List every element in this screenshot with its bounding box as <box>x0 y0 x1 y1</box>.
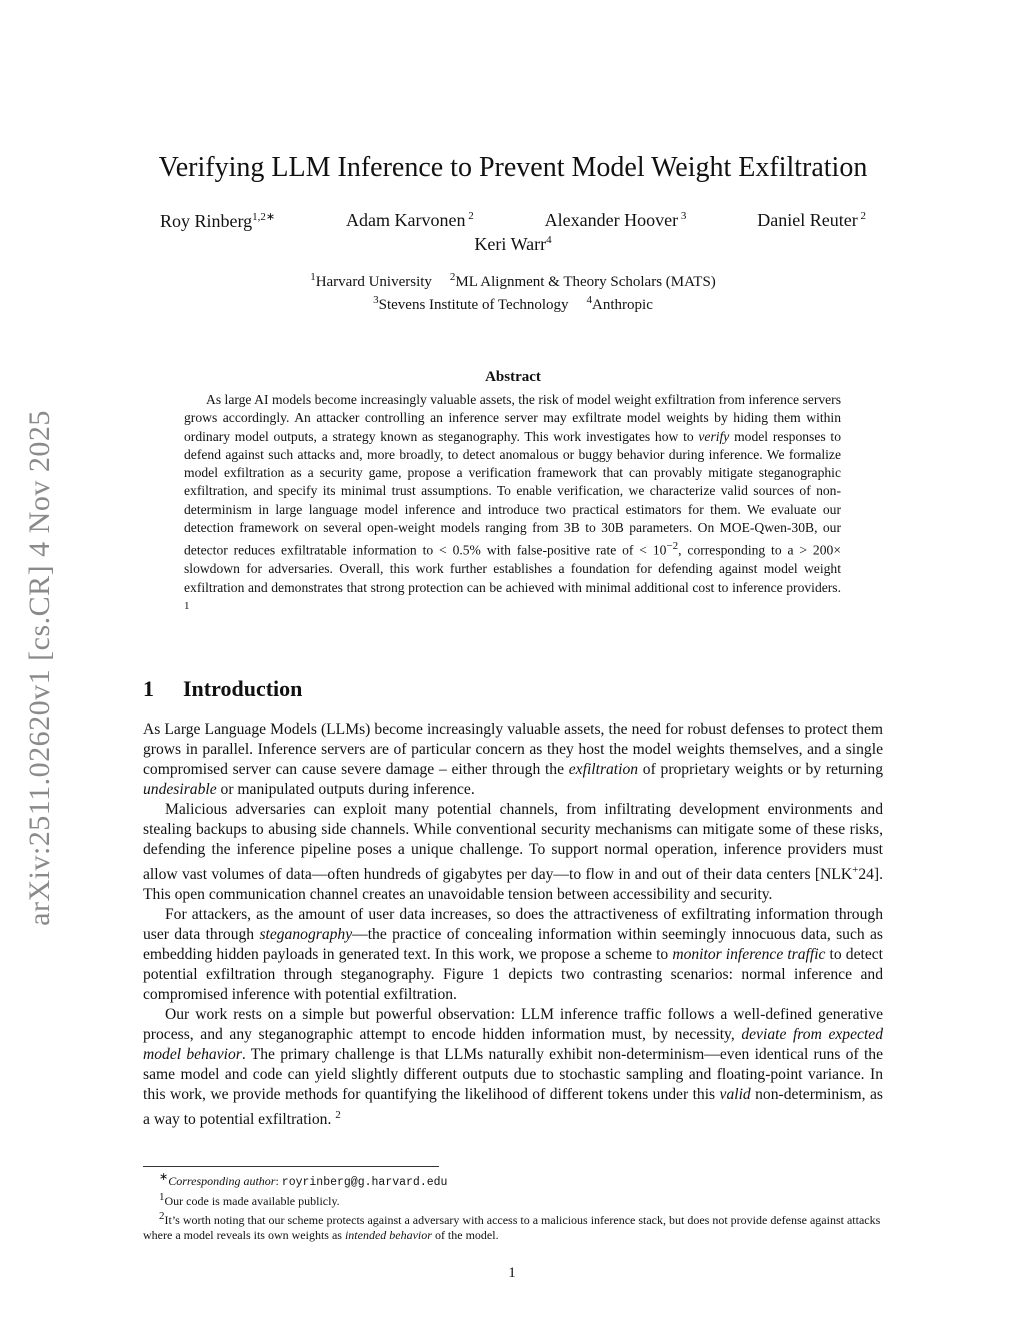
arxiv-identifier <box>10 375 70 960</box>
email-link[interactable]: royrinberg@g.harvard.edu <box>281 1176 448 1189</box>
author: Alexander Hoover $^3$ <box>544 210 687 230</box>
author: Adam Karvonen $^2$ <box>346 210 474 230</box>
affiliation: ML Alignment & Theory Scholars (MATS) <box>455 274 716 290</box>
page-number: 1 <box>508 1265 516 1281</box>
author: Daniel Reuter $^2$ <box>757 210 866 230</box>
footnotes <box>143 1170 883 1243</box>
introduction-body <box>143 720 883 1130</box>
paper-title: Verifying LLM Inference to Prevent Model Weight Exfiltration <box>158 152 868 183</box>
paragraph: Malicious adversaries can exploit many potential channels, from infiltrating development environments and stealing backups to abusing side channels. While conventional security mechanisms can mitigate some of these risks, defending the inference pipeline poses a unique challenge. To support normal operation, inference providers must allow vast volumes of data—often hundreds of gigabytes per day—to flow in and out of their data centers [NLK+24]. This open communication channel creates an unavoidable tension between accessibility and security. <box>143 801 883 904</box>
author: Keri Warr$^4$ <box>474 234 552 254</box>
author-list <box>143 210 883 255</box>
abstract-body: As large AI models become increasingly valuable assets, the risk of model weight exfiltration from inference servers grows accordingly. An attacker controlling an inference server may exfiltrate model weights by hiding them within ordinary model outputs, a strategy known as steganography. This work investigates how to verify model responses to defend against such attacks and, more broadly, to detect anomalous or buggy behavior during inference. We formalize model exfiltration as a security game, propose a verification framework that can provably mitigate steganographic exfiltration, and specify its minimal trust assumptions. To enable verification, we characterize valid sources of non-determinism in large language model inference and introduce two practical estimators for them. We evaluate our detection framework on several open-weight models ranging from 3B to 30B parameters. On MOE-Qwen-30B, our detector reduces exfiltratable information to < 0.5% with false-positive rate of < $10^{-2}$, corresponding to a > 200× slowdown for adversaries. Overall, this work further establishes a foundation for defending against model weight exfiltration and demonstrates that strong protection can be achieved with minimal additional cost to inference providers. $^1$ <box>184 392 841 612</box>
abstract-heading: Abstract <box>485 369 541 385</box>
paragraph: Our work rests on a simple but powerful observation: LLM inference traffic follows a well-defined generative process, and any steganographic attempt to encode hidden information must, by necessity, deviate from expected model behavior. The primary challenge is that LLMs naturally exhibit non-determinism—even identical runs of the same model and code can yield slightly different outputs due to stochastic sampling and floating-point variance. In this work, we provide methods for quantifying the likelihood of different tokens under this valid non-determinism, as a way to potential exfiltration. $^2$ <box>143 1006 883 1129</box>
affiliations-line-1: $^1$Harvard University $^2$ML Alignment & Theory Scholars (MATS) <box>310 271 716 290</box>
section-heading-introduction: 1 Introduction <box>143 676 303 701</box>
affiliations-line-2: $^3$Stevens Institute of Technology $^4$Anthropic <box>373 294 653 313</box>
affiliation: Harvard University <box>315 274 432 290</box>
paragraph: As Large Language Models (LLMs) become increasingly valuable assets, the need for robust defenses to protect them grows in parallel. Inference servers are of particular concern as they host the model weights themselves, and a single compromised server can cause severe damage – either through the exfiltration of proprietary weights or by returning undesirable or manipulated outputs during inference. <box>143 721 883 798</box>
footnote-ref[interactable]: 2 <box>335 1109 341 1122</box>
author: Roy Rinberg$^{1,2∗}$ <box>160 211 276 231</box>
affiliation: Anthropic <box>592 297 653 313</box>
paragraph: For attackers, as the amount of user data increases, so does the attractiveness of exfiltrating information through user data through steganography—the practice of concealing information within seemingly innocuous data, such as embedding hidden payloads in generated text. In this work, we propose a scheme to monitor inference traffic to detect potential exfiltration through steganography. Figure 1 depicts two contrasting scenarios: normal inference and compromised inference with potential exfiltration. <box>143 906 883 1004</box>
footnote-rule <box>143 1166 439 1167</box>
arxiv-id-text: arXiv:2511.02620v1 [cs.CR] 4 Nov 2025 <box>23 409 56 926</box>
affiliation: Stevens Institute of Technology <box>378 297 569 313</box>
footnote: $^1$Our code is made available publicly. <box>159 1191 340 1208</box>
footnote: $^2$It’s worth noting that our scheme protects against a adversary with access to a malicious inference stack, but does not provide defense against attacks where a model reveals its own weights as intended behavior of the model. <box>143 1210 881 1242</box>
footnote-ref[interactable]: 1 <box>184 599 190 612</box>
footnote: ∗Corresponding author: royrinberg@g.harvard.edu <box>159 1171 448 1189</box>
